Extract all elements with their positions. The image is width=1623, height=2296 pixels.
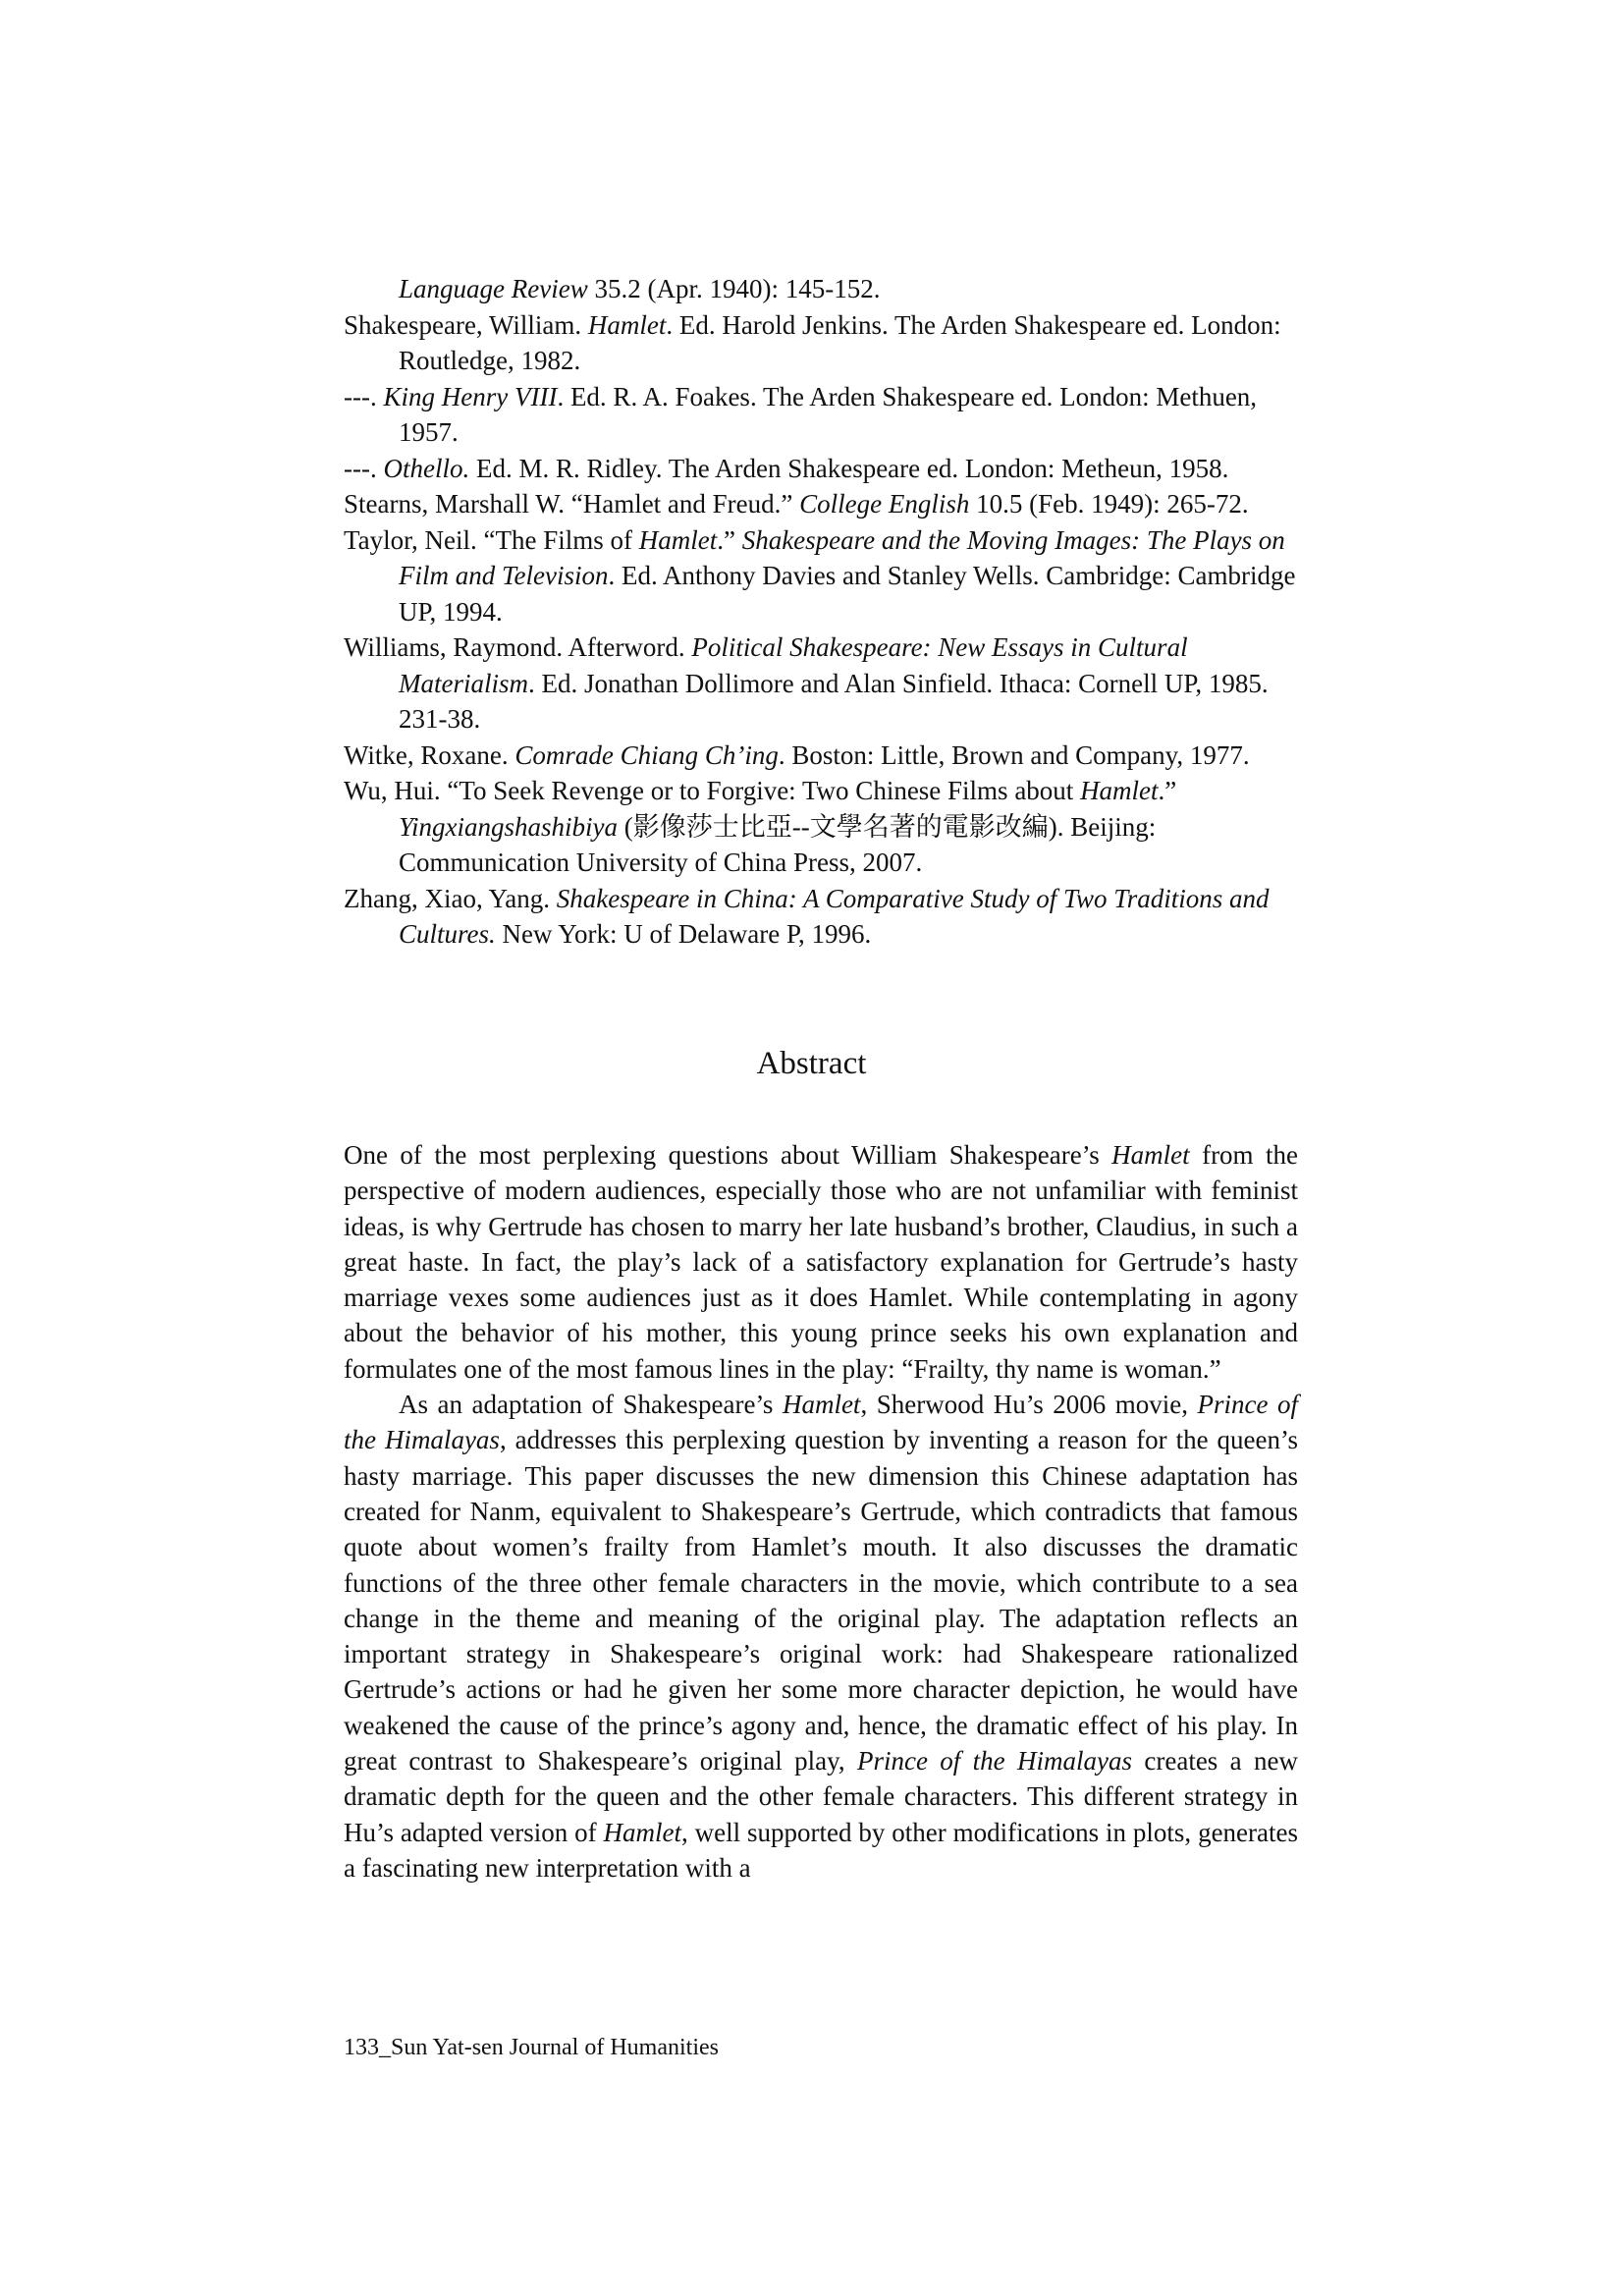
- italic-text-segment: Prince of the Himalayas: [344, 1390, 1298, 1455]
- text-segment: Ed. M. R. Ridley. The Arden Shakespeare ed. London: Metheun, 1958.: [469, 453, 1229, 483]
- italic-text-segment: College English: [799, 489, 970, 519]
- italic-text-segment: Hamlet: [638, 524, 718, 555]
- text-segment: from the perspective of modern audiences, especially those who are not unfamiliar with feminist ideas, is why Gertrude has chosen to marry her late husband’s brother, Claudius, in such a great haste. In fact, the play’s lack of a satisfactory explanation for Gertrude’s hasty marriage vexes some audiences just as it does Hamlet. While contemplating in agony about the behavior of his mother, this young prince seeks his own explanation and formulates one of the most famous lines in the play: “Frailty, thy name is woman.”: [344, 1140, 1298, 1384]
- italic-text-segment: Hamlet: [587, 309, 667, 340]
- reference-entry: [344, 379, 1306, 451]
- reference-entry: [344, 522, 1306, 630]
- text-segment: ---.: [344, 381, 384, 411]
- text-segment: One of the most perplexing questions about William Shakespeare’s: [344, 1140, 1112, 1170]
- text-segment: .”: [1158, 776, 1177, 805]
- reference-entry: [344, 271, 1306, 307]
- italic-text-segment: King Henry VIII: [383, 381, 558, 411]
- abstract-paragraph: [344, 1387, 1298, 1886]
- text-segment: . Ed. Harold Jenkins. The Arden Shakespeare ed. London: Routledge, 1982.: [399, 309, 1281, 375]
- italic-text-segment: Hamlet: [603, 1817, 681, 1847]
- references-list: [344, 271, 1306, 953]
- text-segment: . Ed. R. A. Foakes. The Arden Shakespeare ed. London: Methuen, 1957.: [399, 381, 1258, 447]
- text-segment: New York: U of Delaware P, 1996.: [495, 919, 872, 949]
- italic-text-segment: Political Shakespeare: New Essays in Cultural Materialism: [399, 632, 1188, 698]
- reference-entry: [344, 629, 1306, 738]
- page-footer: 133_Sun Yat-sen Journal of Humanities: [344, 2035, 719, 2060]
- text-segment: . Boston: Little, Brown and Company, 1977.: [778, 739, 1250, 770]
- reference-entry: [344, 773, 1306, 881]
- text-segment: ---.: [344, 453, 384, 483]
- text-segment: , addresses this perplexing question by inventing a reason for the queen’s hasty marriage. This paper discusses the new dimension this Chinese adaptation has created for Nanm, equivalent to Shakespeare’s Gertrude, which contradicts that famous quote about women’s frailty from Hamlet’s mouth. It also discusses the dramatic functions of the three other female characters in the movie, which contribute to a sea change in the theme and meaning of the original play. The adaptation reflects an important strategy in Shakespeare’s original work: had Shakespeare rationalized Gertrude’s actions or had he given her some more character depiction, he would have weakened the cause of the prince’s agony and, hence, the dramatic effect of his play. In great contrast to Shakespeare’s original play,: [344, 1425, 1298, 1777]
- text-segment: .”: [717, 524, 742, 555]
- text-segment: Witke, Roxane.: [344, 739, 515, 770]
- text-segment: . Ed. Jonathan Dollimore and Alan Sinfield. Ithaca: Cornell UP, 1985. 231-38.: [399, 668, 1269, 734]
- reference-entry: [344, 881, 1306, 953]
- reference-entry: [344, 486, 1306, 522]
- italic-text-segment: Hamlet: [782, 1390, 861, 1420]
- italic-text-segment: Language Review: [399, 274, 588, 303]
- text-segment: Shakespeare, William.: [344, 309, 588, 340]
- text-segment: Zhang, Xiao, Yang.: [344, 883, 557, 913]
- abstract-body: [344, 1137, 1298, 1886]
- italic-text-segment: Shakespeare and the Moving Images: The Plays on Film and Television: [399, 524, 1285, 590]
- reference-entry: [344, 738, 1306, 774]
- text-segment: As an adaptation of Shakespeare’s: [399, 1390, 783, 1420]
- italic-text-segment: Shakespeare in China: A Comparative Study of Two Traditions and Cultures.: [399, 883, 1270, 949]
- abstract-paragraph: [344, 1137, 1298, 1387]
- text-segment: , Sherwood Hu’s 2006 movie,: [860, 1390, 1198, 1420]
- text-segment: 10.5 (Feb. 1949): 265-72.: [969, 489, 1249, 519]
- reference-entry: [344, 451, 1306, 487]
- italic-text-segment: Hamlet: [1080, 776, 1159, 805]
- italic-text-segment: Yingxiangshashibiya: [399, 811, 619, 842]
- reference-entry: [344, 307, 1306, 379]
- italic-text-segment: Othello.: [383, 453, 470, 483]
- italic-text-segment: Comrade Chiang Ch’ing: [514, 739, 779, 770]
- text-segment: creates a new dramatic depth for the queen and the other female characters. This different strategy in Hu’s adapted version of: [344, 1746, 1298, 1847]
- text-segment: Williams, Raymond. Afterword.: [344, 632, 692, 662]
- text-segment: , well supported by other modifications in plots, generates a fascinating new interpretation with a: [344, 1817, 1299, 1883]
- italic-text-segment: Prince of the Himalayas: [856, 1746, 1133, 1777]
- italic-text-segment: Hamlet: [1111, 1140, 1190, 1170]
- text-segment: Wu, Hui. “To Seek Revenge or to Forgive: Two Chinese Films about: [344, 776, 1081, 805]
- text-segment: 35.2 (Apr. 1940): 145-152.: [587, 274, 881, 303]
- abstract-heading: Abstract: [756, 1046, 867, 1081]
- text-segment: . Ed. Anthony Davies and Stanley Wells. Cambridge: Cambridge UP, 1994.: [399, 561, 1296, 627]
- text-segment: (影像莎士比亞--文學名著的電影改編). Beijing: Communication University of China Press, 2007.: [399, 811, 1157, 877]
- text-segment: Stearns, Marshall W. “Hamlet and Freud.”: [344, 489, 800, 519]
- text-segment: Taylor, Neil. “The Films of: [344, 524, 639, 555]
